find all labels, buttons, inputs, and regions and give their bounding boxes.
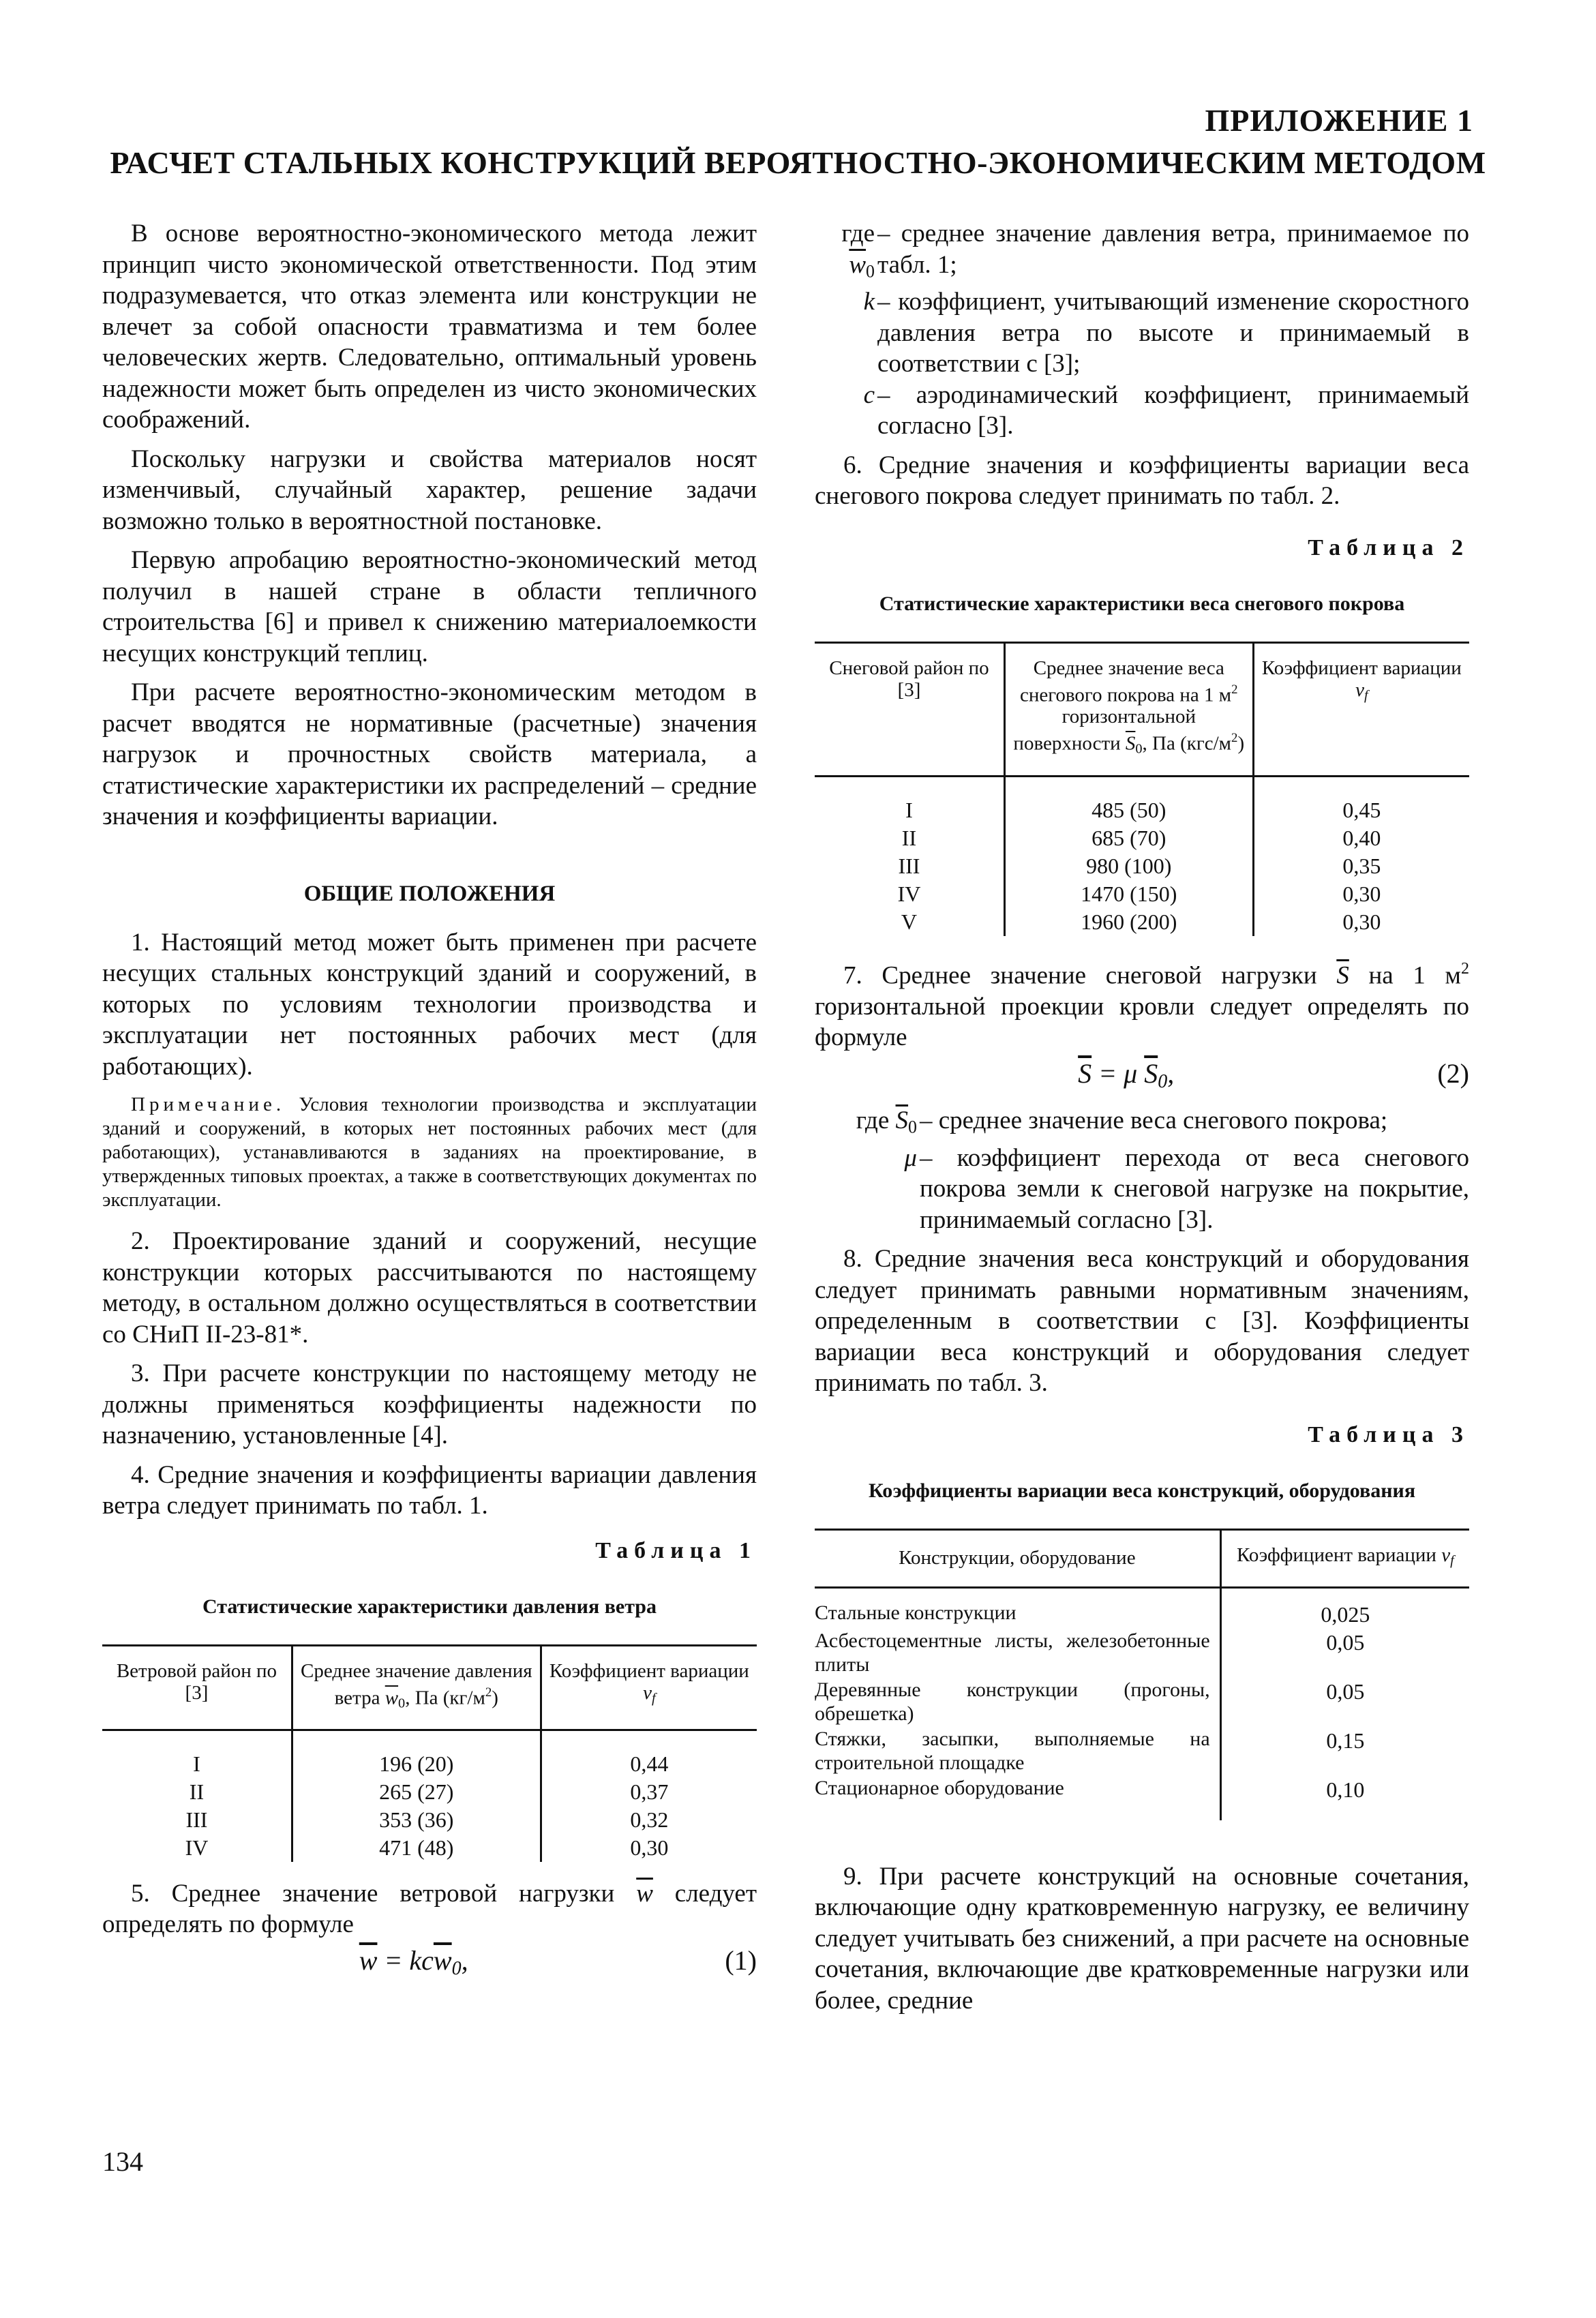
table-2-header-region: Снеговой район по [3] (815, 642, 1004, 776)
table-1-header-region: Ветровой район по [3] (102, 1645, 292, 1730)
note-label: Примечание. (131, 1094, 286, 1115)
where-item: где $\overline{w}_0$ – среднее значение давления ветра, принимаемое по табл. 1; (841, 220, 1469, 281)
table-row: Деревянные конструкции (прогоны, обрешетка) 0,05 (815, 1678, 1469, 1727)
table-1-number: Таблица 1 (595, 1537, 757, 1563)
clause-6: 6. Средние значения и коэффициенты вариации веса снегового покрова следует принимать по табл. 2. (815, 451, 1469, 511)
table-1 (102, 1644, 757, 1862)
left-column (102, 218, 757, 1992)
clause-8: 8. Средние значения веса конструкций и оборудования следует принимать равными нормативным значениям, определенным в соответствии с [3]. Коэффициенты вариации веса конструкций и оборудования следует принимать по табл. 3. (815, 1245, 1469, 1398)
table-row: V 1960 (200) 0,30 (815, 908, 1469, 936)
table-3-header-construction: Конструкции, оборудование (815, 1529, 1220, 1587)
intro-paragraph-1: В основе вероятностно-экономического метода лежит принцип чисто экономической ответственности. Под этим подразумевается, что отказ элемента или конструкции не влечет за собой опасности травматизма и тем более человеческих жертв. Следовательно, оптимальный уровень надежности может быть определен из чисто экономических соображений. (102, 220, 757, 434)
page-number: 134 (102, 2146, 143, 2177)
clause-5: 5. Среднее значение ветровой нагрузки $\overline{w}$ следует определять по формуле (102, 1879, 757, 1939)
note-text: Условия технологии производства и эксплуатации зданий и сооружений, в которых нет постоянных рабочих мест (для работающих), устанавливаются в заданиях на проектирование, в утвержденных типовых проектах, а также в соответствующих документах по эксплуатации. (102, 1094, 757, 1211)
formula-2: $\overline{S} = \mu$ $\overline{S}_0$, (2) (1078, 1057, 1469, 1092)
table-row: II 685 (70) 0,40 (815, 824, 1469, 852)
table-row: Стяжки, засыпки, выполняемые на строительной площадке 0,15 (815, 1727, 1469, 1776)
intro-paragraph-3: Первую апробацию вероятностно-экономический метод получил в нашей стране в области тепличного строительства [6] и привел к снижению материалоемкости несущих конструкций теплиц. (102, 546, 757, 667)
table-row: II 265 (27) 0,37 (102, 1778, 757, 1806)
table-2-header-mean: Среднее значение веса снегового покрова на 1 $м^2$ горизонтальной поверхности $\overline{S}_0$, Па $(кгс/м^2)$ (1004, 642, 1253, 776)
table-3-title: Коэффициенты вариации веса конструкций, оборудования (868, 1479, 1416, 1502)
table-row: III 353 (36) 0,32 (102, 1806, 757, 1834)
where-item: μ – коэффициент перехода от веса снегового покрова земли к снеговой нагрузке на покрытие, принимаемый согласно [3]. (904, 1143, 1469, 1234)
clause-9: 9. При расчете конструкций на основные сочетания, включающие одну кратковременную нагрузку, ее величину следует учитывать без снижений, а при расчете на основные сочетания, включающие две кратковременные нагрузки или более, средние (815, 1862, 1469, 2015)
table-1-header-mean: Среднее значение давления ветра $\overline{w}_0$, Па $(кг/м^2)$ (292, 1645, 541, 1730)
table-row: Стационарное оборудование 0,10 (815, 1776, 1469, 1820)
table-row: Стальные конструкции 0,025 (815, 1587, 1469, 1629)
note (102, 1093, 757, 1212)
clause-2: 2. Проектирование зданий и сооружений, несущие конструкции которых рассчитываются по настоящему методу, в остальном должно осуществляться в соответствии со СНиП II-23-81*. (102, 1227, 757, 1349)
where-item: c – аэродинамический коэффициент, принимаемый согласно [3]. (863, 380, 1469, 440)
intro-paragraph-2: Поскольку нагрузки и свойства материалов носят изменчивый, случайный характер, решение задачи возможно только в вероятностной постановке. (102, 445, 757, 535)
table-row: Асбестоцементные листы, железобетонные плиты 0,05 (815, 1629, 1469, 1678)
table-row: IV 471 (48) 0,30 (102, 1834, 757, 1862)
table-2 (815, 642, 1469, 936)
table-3-number: Таблица 3 (1308, 1421, 1469, 1447)
where-item: где $\overline{S}_0$ – среднее значение веса снегового покрова; (856, 1106, 1388, 1137)
table-row: III 980 (100) 0,35 (815, 852, 1469, 880)
table-1-title: Статистические характеристики давления ветра (202, 1595, 657, 1618)
clause-1: 1. Настоящий метод может быть применен при расчете несущих стальных конструкций зданий и сооружений, в которых по условиям технологии производства и эксплуатации нет постоянных рабочих мест (для работающих). (102, 928, 757, 1081)
table-2-title: Статистические характеристики веса снегового покрова (879, 592, 1405, 615)
appendix-label: ПРИЛОЖЕНИЕ 1 (1205, 103, 1473, 138)
table-row: I 485 (50) 0,45 (815, 776, 1469, 824)
table-2-header-coef: Коэффициент вариации $v_f$ (1253, 642, 1469, 776)
right-column (815, 218, 1469, 2016)
clause-4: 4. Средние значения и коэффициенты вариации давления ветра следует принимать по табл. 1. (102, 1460, 757, 1520)
table-3-header-coef: Коэффициент вариации $v_f$ (1220, 1529, 1469, 1587)
section-heading-general: ОБЩИЕ ПОЛОЖЕНИЯ (303, 881, 556, 906)
table-row: I 196 (20) 0,44 (102, 1730, 757, 1778)
where-item: k – коэффициент, учитывающий изменение скоростного давления ветра по высоте и принимаемый в соответствии с [3]; (863, 288, 1469, 378)
table-row: IV 1470 (150) 0,30 (815, 880, 1469, 908)
table-1-header-coef: Коэффициент вариации $v_f$ (541, 1645, 757, 1730)
table-3 (815, 1529, 1469, 1820)
table-2-number: Таблица 2 (1308, 535, 1469, 560)
intro-paragraph-4: При расчете вероятностно-экономическим методом в расчет вводятся не нормативные (расчетные) значения нагрузок и прочностных свойств материала, а статистические характеристики их распределений – средние значения и коэффициенты вариации. (102, 678, 757, 830)
clause-7: 7. Среднее значение снеговой нагрузки $\overline{S}$ на 1 $м^2$ горизонтальной проекции кровли следует определять по формуле (815, 959, 1470, 1052)
page-title: РАСЧЕТ СТАЛЬНЫХ КОНСТРУКЦИЙ ВЕРОЯТНОСТНО-ЭКОНОМИЧЕСКИМ МЕТОДОМ (110, 145, 1486, 180)
clause-3: 3. При расчете конструкции по настоящему методу не должны применяться коэффициенты надежности по назначению, установленные [4]. (102, 1359, 757, 1449)
formula-1: $\overline{w} = kc\overline{w}_0$, (1) (359, 1944, 757, 1979)
